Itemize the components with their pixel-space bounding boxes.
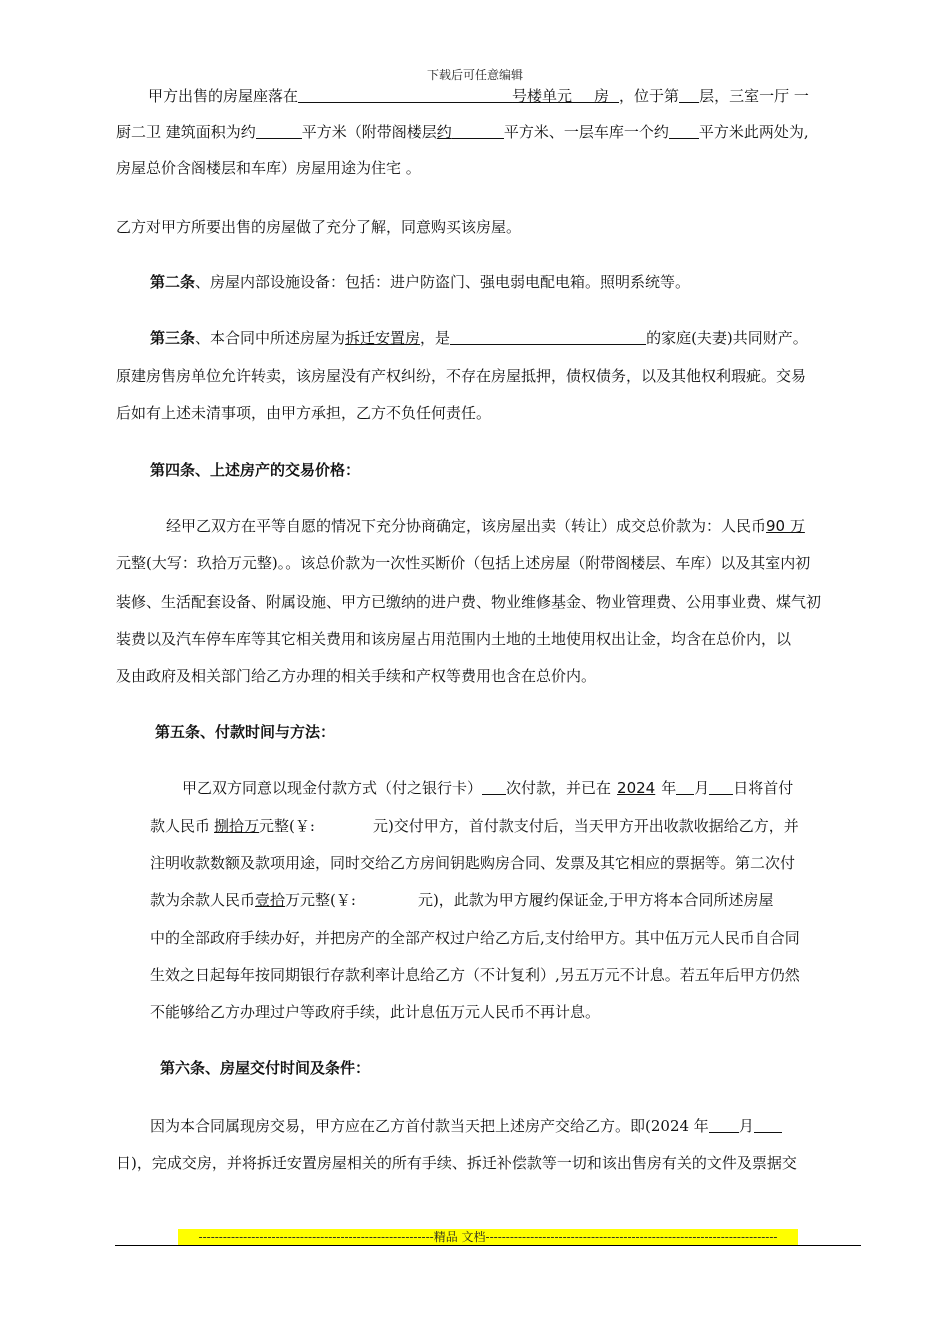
text: ，是 — [420, 329, 451, 347]
owner-blank — [450, 328, 646, 345]
balance-field: 壹拾 — [255, 891, 286, 909]
article-3-title: 第三条 — [150, 329, 196, 347]
address-blank — [298, 86, 512, 103]
article-5-line7: 不能够给乙方办理过户等政府手续，此计息伍万元人民币不再计息。 — [150, 1003, 601, 1021]
article-5-line4 — [150, 890, 774, 910]
p1-line2 — [116, 122, 809, 142]
text: 层，三室一厅 一 — [699, 87, 809, 105]
article-3-line1 — [150, 328, 808, 348]
year-field: 2024 — [617, 779, 656, 797]
unit-blank — [572, 86, 594, 103]
article-4-line4: 装费以及汽车停车库等其它相关费用和该房屋占用范围内土地的土地使用权出让金，均含在总价内，以 — [116, 630, 792, 648]
attic-blank — [452, 122, 504, 139]
text: 、房屋内部设施设备：包括：进户防盗门、强电弱电配电箱。照明系统等。 — [195, 273, 691, 291]
article-4-line3: 装修、生活配套设备、附属设施、甲方已缴纳的进户费、物业维修基金、物业管理费、公用事业费、煤气初 — [116, 593, 822, 611]
text: 因为本合同属现房交易，甲方应在乙方首付款当天把上述房产交给乙方。即(2024 年 — [150, 1117, 709, 1135]
text: 平方米此两处为, — [698, 123, 809, 141]
text: 年 — [661, 779, 677, 797]
text: 月 — [738, 1117, 754, 1135]
p1-line3: 房屋总价含阁楼层和车库）房屋用途为住宅 。 — [116, 159, 421, 177]
text: 的家庭(夫妻)共同财产。 — [646, 329, 808, 347]
floor-blank — [679, 86, 699, 103]
article-6-line1 — [150, 1116, 782, 1136]
article-6-line2: 日)，完成交房，并将拆迁安置房屋相关的所有手续、拆迁补偿款等一切和该出售房有关的文件及票据交 — [116, 1154, 797, 1172]
article-5-line3: 注明收款数额及款项用途，同时交给乙方房间钥匙购房合同、发票及其它相应的票据等。第二次付 — [150, 854, 796, 872]
article-5-line2 — [150, 816, 799, 836]
text: 甲乙双方同意以现金付款方式（付之银行卡） — [182, 779, 483, 797]
times-blank — [482, 778, 506, 795]
price-field: 90 万 — [766, 517, 805, 535]
article-5-line5: 中的全部政府手续办好，并把房产的全部产权过户给乙方后,支付给甲方。其中伍万元人民币自合同 — [150, 929, 800, 947]
article-4-line1 — [166, 516, 805, 536]
text: 月 — [694, 779, 710, 797]
footer-rule — [115, 1245, 861, 1246]
article-5-line6: 生效之日起每年按同期银行存款利率计息给乙方（不计复利）,另五万元不计息。若五年后甲方仍然 — [150, 966, 800, 984]
text: 元)交付甲方，首付款支付后，当天甲方开出收款收据给乙方，并 — [372, 817, 799, 835]
article-5-title: 第五条、付款时间与方法： — [155, 723, 336, 741]
article-3-line2: 原建房售房单位允许转卖，该房屋没有产权纠纷，不存在房屋抵押，债权债务，以及其他权利瑕疵。交易 — [116, 367, 807, 385]
article-5-line1 — [182, 778, 793, 798]
text: 元整(￥: — [259, 817, 315, 835]
text: 次付款，并已在 — [506, 779, 612, 797]
building-field: 号楼单元 — [512, 87, 573, 105]
day-blank — [754, 1116, 782, 1133]
text: ，位于第 — [619, 87, 680, 105]
footer-dashes-right: ------------------------------------------------------------------------ — [485, 1230, 778, 1244]
article-4-line2: 元整(大写：玖拾万元整)。。该总价款为一次性买断价（包括上述房屋（附带阁楼层、车库）以及其室内初 — [116, 554, 811, 572]
article-6-title: 第六条、房屋交付时间及条件： — [160, 1059, 371, 1077]
text: 平方米、一层车库一个约 — [503, 123, 669, 141]
footer-band — [178, 1229, 798, 1245]
p2: 乙方对甲方所要出售的房屋做了充分了解，同意购买该房屋。 — [116, 218, 522, 236]
text: 、本合同中所述房屋为 — [195, 329, 346, 347]
text: 万元整(￥: — [285, 891, 356, 909]
header-note: 下载后可任意编辑 — [426, 68, 523, 82]
article-4-title: 第四条、上述房产的交易价格： — [150, 461, 361, 479]
text: 经甲乙双方在平等自愿的情况下充分协商确定，该房屋出卖（转让）成交总价款为：人民币 — [166, 517, 767, 535]
article-3-line3: 后如有上述未清事项，由甲方承担，乙方不负任何责任。 — [116, 404, 492, 422]
text: 元)，此款为甲方履约保证金,于甲方将本合同所述房屋 — [417, 891, 774, 909]
month-blank — [709, 1116, 739, 1133]
area-blank — [256, 122, 302, 139]
down-payment-field: 捌拾万 — [214, 817, 260, 835]
attic-field: 约 — [436, 123, 452, 141]
text: 甲方出售的房屋座落在 — [148, 87, 299, 105]
text: 款人民币 — [150, 817, 211, 835]
month-blank — [676, 778, 694, 795]
text: 款为余款人民币 — [150, 891, 256, 909]
property-type-field: 拆迁安置房 — [345, 329, 421, 347]
garage-blank — [669, 122, 699, 139]
room-blank — [609, 86, 619, 103]
footer-label: 精品 文档 — [433, 1230, 486, 1244]
room-field: 房 — [594, 87, 610, 105]
text: 厨二卫 建筑面积为约 — [116, 123, 256, 141]
text: 平方米（附带阁楼层 — [301, 123, 437, 141]
day-blank — [709, 778, 733, 795]
p1-line1 — [148, 86, 809, 106]
article-4-line5: 及由政府及相关部门给乙方办理的相关手续和产权等费用也含在总价内。 — [116, 667, 597, 685]
article-2-title: 第二条 — [150, 273, 196, 291]
article-2 — [150, 272, 690, 292]
footer-dashes-left: ---------------------------------------------------------- — [198, 1230, 434, 1244]
text: 日将首付 — [733, 779, 794, 797]
